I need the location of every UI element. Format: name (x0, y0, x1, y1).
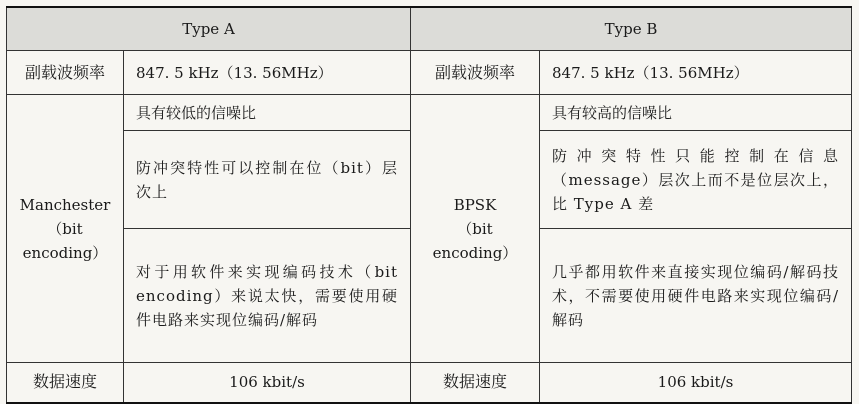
collision-b: 防冲突特性只能控制在信息（message）层次上而不是位层次上，比 Type A 差 (540, 131, 852, 229)
header-row (7, 7, 852, 51)
coding-b-note: （bit encoding） (432, 219, 518, 262)
header-type-b: Type B (411, 7, 852, 51)
software-a: 对于用软件来实现编码技术（bit encoding）来说太快，需要使用硬件电路来实现位编码/解码 (124, 229, 411, 363)
subcarrier-label-a: 副载波频率 (7, 51, 124, 95)
datarate-label-a: 数据速度 (7, 363, 124, 403)
type-a-b-comparison-table (6, 6, 852, 404)
coding-a-note: （bit encoding） (22, 219, 108, 262)
snr-b: 具有较高的信噪比 (540, 95, 852, 131)
collision-a: 防冲突特性可以控制在位（bit）层次上 (124, 131, 411, 229)
datarate-row (7, 363, 852, 403)
subcarrier-value-b: 847. 5 kHz（13. 56MHz） (540, 51, 852, 95)
coding-cell-a (7, 95, 124, 363)
snr-a: 具有较低的信噪比 (124, 95, 411, 131)
datarate-label-b: 数据速度 (411, 363, 540, 403)
subcarrier-value-a: 847. 5 kHz（13. 56MHz） (124, 51, 411, 95)
coding-b-name: BPSK (453, 195, 497, 214)
coding-cell-b (411, 95, 540, 363)
coding-a-name: Manchester (19, 195, 111, 214)
snr-row (7, 95, 852, 131)
datarate-value-b: 106 kbit/s (540, 363, 852, 403)
subcarrier-row (7, 51, 852, 95)
subcarrier-label-b: 副载波频率 (411, 51, 540, 95)
header-type-a: Type A (7, 7, 411, 51)
datarate-value-a: 106 kbit/s (124, 363, 411, 403)
software-b: 几乎都用软件来直接实现位编码/解码技术，不需要使用硬件电路来实现位编码/解码 (540, 229, 852, 363)
